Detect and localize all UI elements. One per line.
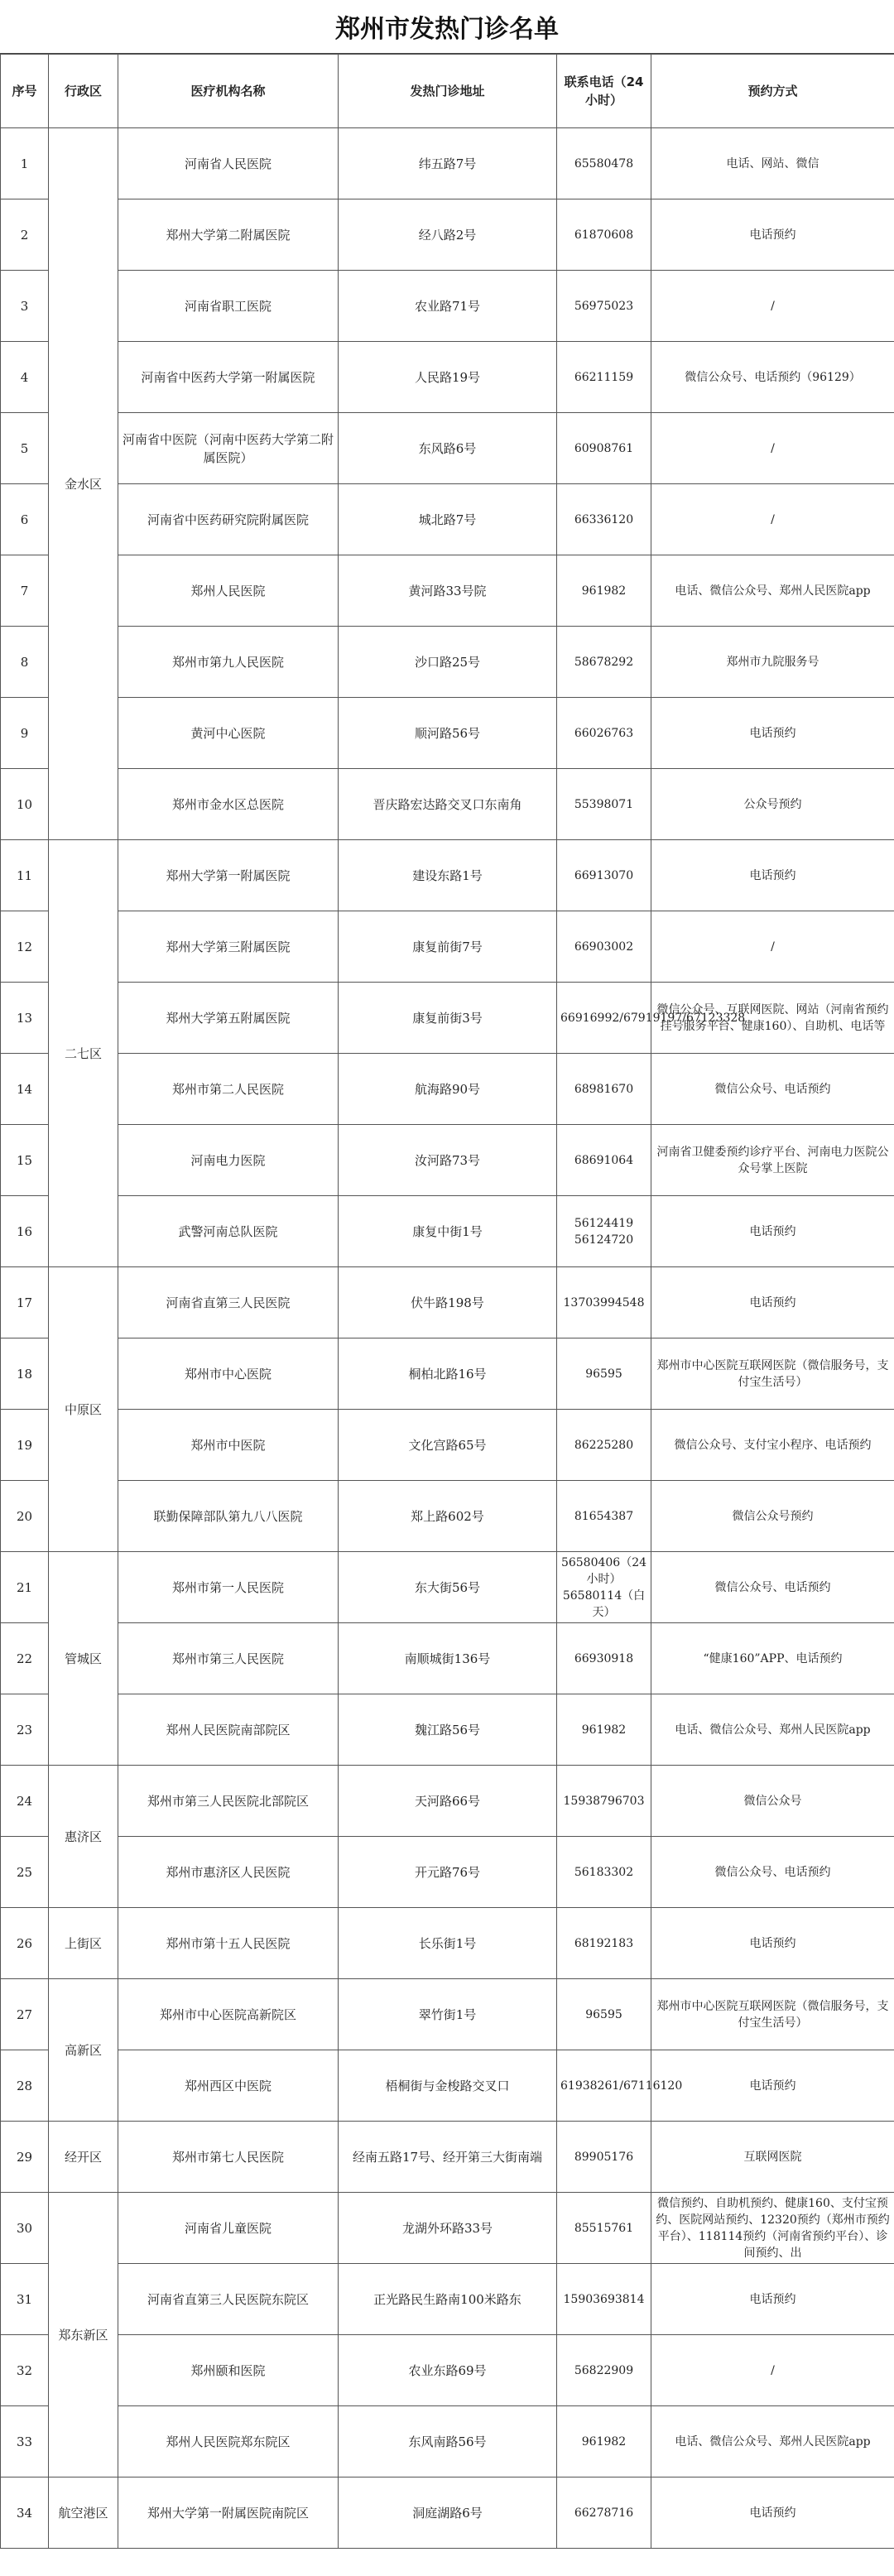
address-cell: 东大街56号 [339, 1552, 557, 1623]
phone-cell: 56124419 56124720 [557, 1196, 651, 1267]
booking-cell: 微信公众号 [651, 1766, 894, 1837]
table-row [1, 555, 894, 627]
institution-cell: 郑州市第三人民医院北部院区 [118, 1766, 339, 1837]
institution-cell: 郑州市第十五人民医院 [118, 1908, 339, 1979]
phone-cell: 56975023 [557, 271, 651, 342]
phone-cell: 60908761 [557, 413, 651, 484]
institution-cell: 河南省中医院（河南中医药大学第二附属医院） [118, 413, 339, 484]
seq-cell: 24 [1, 1766, 49, 1837]
table-row [1, 2477, 894, 2549]
booking-cell: 电话预约 [651, 2264, 894, 2335]
table-row [1, 484, 894, 555]
booking-cell: 电话、微信公众号、郑州人民医院app [651, 555, 894, 627]
phone-cell: 96595 [557, 1338, 651, 1410]
booking-cell: 微信预约、自助机预约、健康160、支付宝预约、医院网站预约、12320预约（郑州市预约平台）、118114预约（河南省预约平台）、诊间预约、出 [651, 2193, 894, 2264]
booking-cell: 电话预约 [651, 1196, 894, 1267]
table-row [1, 840, 894, 911]
table-row [1, 1196, 894, 1267]
district-cell: 管城区 [49, 1552, 118, 1766]
seq-cell: 8 [1, 627, 49, 698]
institution-cell: 河南省直第三人民医院 [118, 1267, 339, 1338]
booking-cell: / [651, 484, 894, 555]
seq-cell: 3 [1, 271, 49, 342]
seq-cell: 26 [1, 1908, 49, 1979]
seq-cell: 22 [1, 1623, 49, 1694]
seq-cell: 17 [1, 1267, 49, 1338]
address-cell: 伏牛路198号 [339, 1267, 557, 1338]
district-cell: 郑东新区 [49, 2193, 118, 2477]
address-cell: 梧桐街与金梭路交叉口 [339, 2050, 557, 2122]
seq-cell: 14 [1, 1054, 49, 1125]
table-row [1, 1338, 894, 1410]
address-cell: 文化宫路65号 [339, 1410, 557, 1481]
address-cell: 建设东路1号 [339, 840, 557, 911]
phone-cell: 15903693814 [557, 2264, 651, 2335]
address-cell: 开元路76号 [339, 1837, 557, 1908]
district-cell: 经开区 [49, 2122, 118, 2193]
phone-cell: 961982 [557, 2406, 651, 2477]
phone-cell: 65580478 [557, 128, 651, 199]
district-cell: 二七区 [49, 840, 118, 1267]
seq-cell: 13 [1, 983, 49, 1054]
seq-cell: 11 [1, 840, 49, 911]
institution-cell: 郑州颐和医院 [118, 2335, 339, 2406]
booking-cell: 电话、网站、微信 [651, 128, 894, 199]
booking-cell: 电话预约 [651, 840, 894, 911]
institution-cell: 河南省职工医院 [118, 271, 339, 342]
table-row [1, 1267, 894, 1338]
table-row [1, 1054, 894, 1125]
phone-cell: 68192183 [557, 1908, 651, 1979]
address-cell: 长乐街1号 [339, 1908, 557, 1979]
table-row [1, 911, 894, 983]
seq-cell: 6 [1, 484, 49, 555]
header-address: 发热门诊地址 [339, 55, 557, 128]
table-row [1, 1481, 894, 1552]
booking-cell: 微信公众号、电话预约 [651, 1054, 894, 1125]
booking-cell: 郑州市中心医院互联网医院（微信服务号，支付宝生活号） [651, 1979, 894, 2050]
seq-cell: 23 [1, 1694, 49, 1766]
address-cell: 航海路90号 [339, 1054, 557, 1125]
booking-cell: 电话预约 [651, 1267, 894, 1338]
table-row [1, 1552, 894, 1623]
header-district: 行政区 [49, 55, 118, 128]
phone-cell: 66916992/67919197/67123328 [557, 983, 651, 1054]
institution-cell: 郑州市金水区总医院 [118, 769, 339, 840]
phone-cell: 13703994548 [557, 1267, 651, 1338]
table-row [1, 1694, 894, 1766]
address-cell: 天河路66号 [339, 1766, 557, 1837]
seq-cell: 18 [1, 1338, 49, 1410]
institution-cell: 郑州大学第五附属医院 [118, 983, 339, 1054]
phone-cell: 66026763 [557, 698, 651, 769]
booking-cell: “健康160”APP、电话预约 [651, 1623, 894, 1694]
seq-cell: 25 [1, 1837, 49, 1908]
address-cell: 南顺城街136号 [339, 1623, 557, 1694]
address-cell: 郑上路602号 [339, 1481, 557, 1552]
institution-cell: 河南省儿童医院 [118, 2193, 339, 2264]
phone-cell: 66930918 [557, 1623, 651, 1694]
table-row [1, 2193, 894, 2264]
address-cell: 黄河路33号院 [339, 555, 557, 627]
seq-cell: 19 [1, 1410, 49, 1481]
booking-cell: / [651, 911, 894, 983]
table-row [1, 1125, 894, 1196]
seq-cell: 21 [1, 1552, 49, 1623]
table-row [1, 1410, 894, 1481]
booking-cell: 郑州市九院服务号 [651, 627, 894, 698]
table-row [1, 1837, 894, 1908]
institution-cell: 郑州人民医院南部院区 [118, 1694, 339, 1766]
address-cell: 顺河路56号 [339, 698, 557, 769]
address-cell: 纬五路7号 [339, 128, 557, 199]
seq-cell: 28 [1, 2050, 49, 2122]
address-cell: 东风路6号 [339, 413, 557, 484]
institution-cell: 河南省人民医院 [118, 128, 339, 199]
address-cell: 翠竹街1号 [339, 1979, 557, 2050]
institution-cell: 郑州市中心医院 [118, 1338, 339, 1410]
phone-cell: 15938796703 [557, 1766, 651, 1837]
district-cell: 上街区 [49, 1908, 118, 1979]
page-title: 郑州市发热门诊名单 [0, 0, 894, 54]
header-phone: 联系电话（24小时） [557, 55, 651, 128]
phone-cell: 961982 [557, 1694, 651, 1766]
seq-cell: 9 [1, 698, 49, 769]
institution-cell: 郑州人民医院 [118, 555, 339, 627]
institution-cell: 郑州大学第一附属医院南院区 [118, 2477, 339, 2549]
phone-cell: 85515761 [557, 2193, 651, 2264]
table-row [1, 413, 894, 484]
booking-cell: 电话、微信公众号、郑州人民医院app [651, 1694, 894, 1766]
seq-cell: 30 [1, 2193, 49, 2264]
address-cell: 桐柏北路16号 [339, 1338, 557, 1410]
seq-cell: 15 [1, 1125, 49, 1196]
phone-cell: 96595 [557, 1979, 651, 2050]
seq-cell: 5 [1, 413, 49, 484]
booking-cell: 河南省卫健委预约诊疗平台、河南电力医院公众号掌上医院 [651, 1125, 894, 1196]
institution-cell: 郑州市第九人民医院 [118, 627, 339, 698]
phone-cell: 66211159 [557, 342, 651, 413]
phone-cell: 66336120 [557, 484, 651, 555]
phone-cell: 66913070 [557, 840, 651, 911]
booking-cell: 电话预约 [651, 199, 894, 271]
booking-cell: 互联网医院 [651, 2122, 894, 2193]
institution-cell: 郑州市中医院 [118, 1410, 339, 1481]
seq-cell: 12 [1, 911, 49, 983]
institution-cell: 武警河南总队医院 [118, 1196, 339, 1267]
address-cell: 经八路2号 [339, 199, 557, 271]
address-cell: 汝河路73号 [339, 1125, 557, 1196]
header-booking: 预约方式 [651, 55, 894, 128]
institution-cell: 郑州市第一人民医院 [118, 1552, 339, 1623]
table-row [1, 2406, 894, 2477]
seq-cell: 2 [1, 199, 49, 271]
booking-cell: 微信公众号、电话预约（96129） [651, 342, 894, 413]
booking-cell: 郑州市中心医院互联网医院（微信服务号，支付宝生活号） [651, 1338, 894, 1410]
address-cell: 农业东路69号 [339, 2335, 557, 2406]
seq-cell: 29 [1, 2122, 49, 2193]
institution-cell: 郑州市中心医院高新院区 [118, 1979, 339, 2050]
booking-cell: 公众号预约 [651, 769, 894, 840]
booking-cell: 微信公众号、支付宝小程序、电话预约 [651, 1410, 894, 1481]
district-cell: 高新区 [49, 1979, 118, 2122]
header-row [1, 55, 894, 128]
seq-cell: 20 [1, 1481, 49, 1552]
table-row [1, 199, 894, 271]
seq-cell: 27 [1, 1979, 49, 2050]
address-cell: 人民路19号 [339, 342, 557, 413]
phone-cell: 86225280 [557, 1410, 651, 1481]
seq-cell: 32 [1, 2335, 49, 2406]
institution-cell: 郑州市第七人民医院 [118, 2122, 339, 2193]
table-row [1, 983, 894, 1054]
table-row [1, 271, 894, 342]
phone-cell: 58678292 [557, 627, 651, 698]
address-cell: 晋庆路宏达路交叉口东南角 [339, 769, 557, 840]
booking-cell: 电话预约 [651, 2477, 894, 2549]
address-cell: 康复前街3号 [339, 983, 557, 1054]
address-cell: 洞庭湖路6号 [339, 2477, 557, 2549]
table-row [1, 2122, 894, 2193]
booking-cell: / [651, 413, 894, 484]
seq-cell: 10 [1, 769, 49, 840]
address-cell: 农业路71号 [339, 271, 557, 342]
phone-cell: 961982 [557, 555, 651, 627]
address-cell: 康复中街1号 [339, 1196, 557, 1267]
address-cell: 经南五路17号、经开第三大街南端 [339, 2122, 557, 2193]
phone-cell: 68691064 [557, 1125, 651, 1196]
seq-cell: 31 [1, 2264, 49, 2335]
address-cell: 沙口路25号 [339, 627, 557, 698]
address-cell: 康复前街7号 [339, 911, 557, 983]
table-row [1, 698, 894, 769]
phone-cell: 55398071 [557, 769, 651, 840]
institution-cell: 郑州大学第三附属医院 [118, 911, 339, 983]
address-cell: 城北路7号 [339, 484, 557, 555]
address-cell: 龙湖外环路33号 [339, 2193, 557, 2264]
table-row [1, 2335, 894, 2406]
phone-cell: 56580406（24小时）56580114（白天） [557, 1552, 651, 1623]
institution-cell: 河南省直第三人民医院东院区 [118, 2264, 339, 2335]
seq-cell: 16 [1, 1196, 49, 1267]
table-row [1, 128, 894, 199]
table-row [1, 2050, 894, 2122]
phone-cell: 66278716 [557, 2477, 651, 2549]
district-cell: 惠济区 [49, 1766, 118, 1908]
booking-cell: 电话预约 [651, 2050, 894, 2122]
phone-cell: 81654387 [557, 1481, 651, 1552]
table-row [1, 769, 894, 840]
phone-cell: 61938261/67116120 [557, 2050, 651, 2122]
table-row [1, 627, 894, 698]
institution-cell: 郑州大学第一附属医院 [118, 840, 339, 911]
institution-cell: 河南省中医药大学第一附属医院 [118, 342, 339, 413]
institution-cell: 郑州人民医院郑东院区 [118, 2406, 339, 2477]
institution-cell: 郑州市第三人民医院 [118, 1623, 339, 1694]
phone-cell: 56822909 [557, 2335, 651, 2406]
booking-cell: / [651, 271, 894, 342]
district-cell: 中原区 [49, 1267, 118, 1552]
booking-cell: 微信公众号、互联网医院、网站（河南省预约挂号服务平台、健康160）、自助机、电话等 [651, 983, 894, 1054]
seq-cell: 33 [1, 2406, 49, 2477]
phone-cell: 66903002 [557, 911, 651, 983]
phone-cell: 56183302 [557, 1837, 651, 1908]
table-row [1, 2264, 894, 2335]
table-row [1, 1623, 894, 1694]
institution-cell: 联勤保障部队第九八八医院 [118, 1481, 339, 1552]
booking-cell: 微信公众号、电话预约 [651, 1552, 894, 1623]
institution-cell: 河南省中医药研究院附属医院 [118, 484, 339, 555]
table-body [1, 128, 894, 2549]
phone-cell: 61870608 [557, 199, 651, 271]
table-row [1, 1908, 894, 1979]
header-seq: 序号 [1, 55, 49, 128]
phone-cell: 89905176 [557, 2122, 651, 2193]
address-cell: 东风南路56号 [339, 2406, 557, 2477]
booking-cell: 电话预约 [651, 698, 894, 769]
address-cell: 正光路民生路南100米路东 [339, 2264, 557, 2335]
booking-cell: 微信公众号、电话预约 [651, 1837, 894, 1908]
phone-cell: 68981670 [557, 1054, 651, 1125]
institution-cell: 郑州市第二人民医院 [118, 1054, 339, 1125]
table-row [1, 1979, 894, 2050]
booking-cell: 微信公众号预约 [651, 1481, 894, 1552]
header-institution: 医疗机构名称 [118, 55, 339, 128]
booking-cell: 电话、微信公众号、郑州人民医院app [651, 2406, 894, 2477]
table-row [1, 342, 894, 413]
seq-cell: 1 [1, 128, 49, 199]
seq-cell: 7 [1, 555, 49, 627]
district-cell: 航空港区 [49, 2477, 118, 2549]
institution-cell: 黄河中心医院 [118, 698, 339, 769]
seq-cell: 34 [1, 2477, 49, 2549]
institution-cell: 河南电力医院 [118, 1125, 339, 1196]
clinic-table [0, 54, 894, 2549]
booking-cell: 电话预约 [651, 1908, 894, 1979]
institution-cell: 郑州西区中医院 [118, 2050, 339, 2122]
district-cell: 金水区 [49, 128, 118, 840]
institution-cell: 郑州大学第二附属医院 [118, 199, 339, 271]
address-cell: 魏江路56号 [339, 1694, 557, 1766]
seq-cell: 4 [1, 342, 49, 413]
table-row [1, 1766, 894, 1837]
booking-cell: / [651, 2335, 894, 2406]
institution-cell: 郑州市惠济区人民医院 [118, 1837, 339, 1908]
